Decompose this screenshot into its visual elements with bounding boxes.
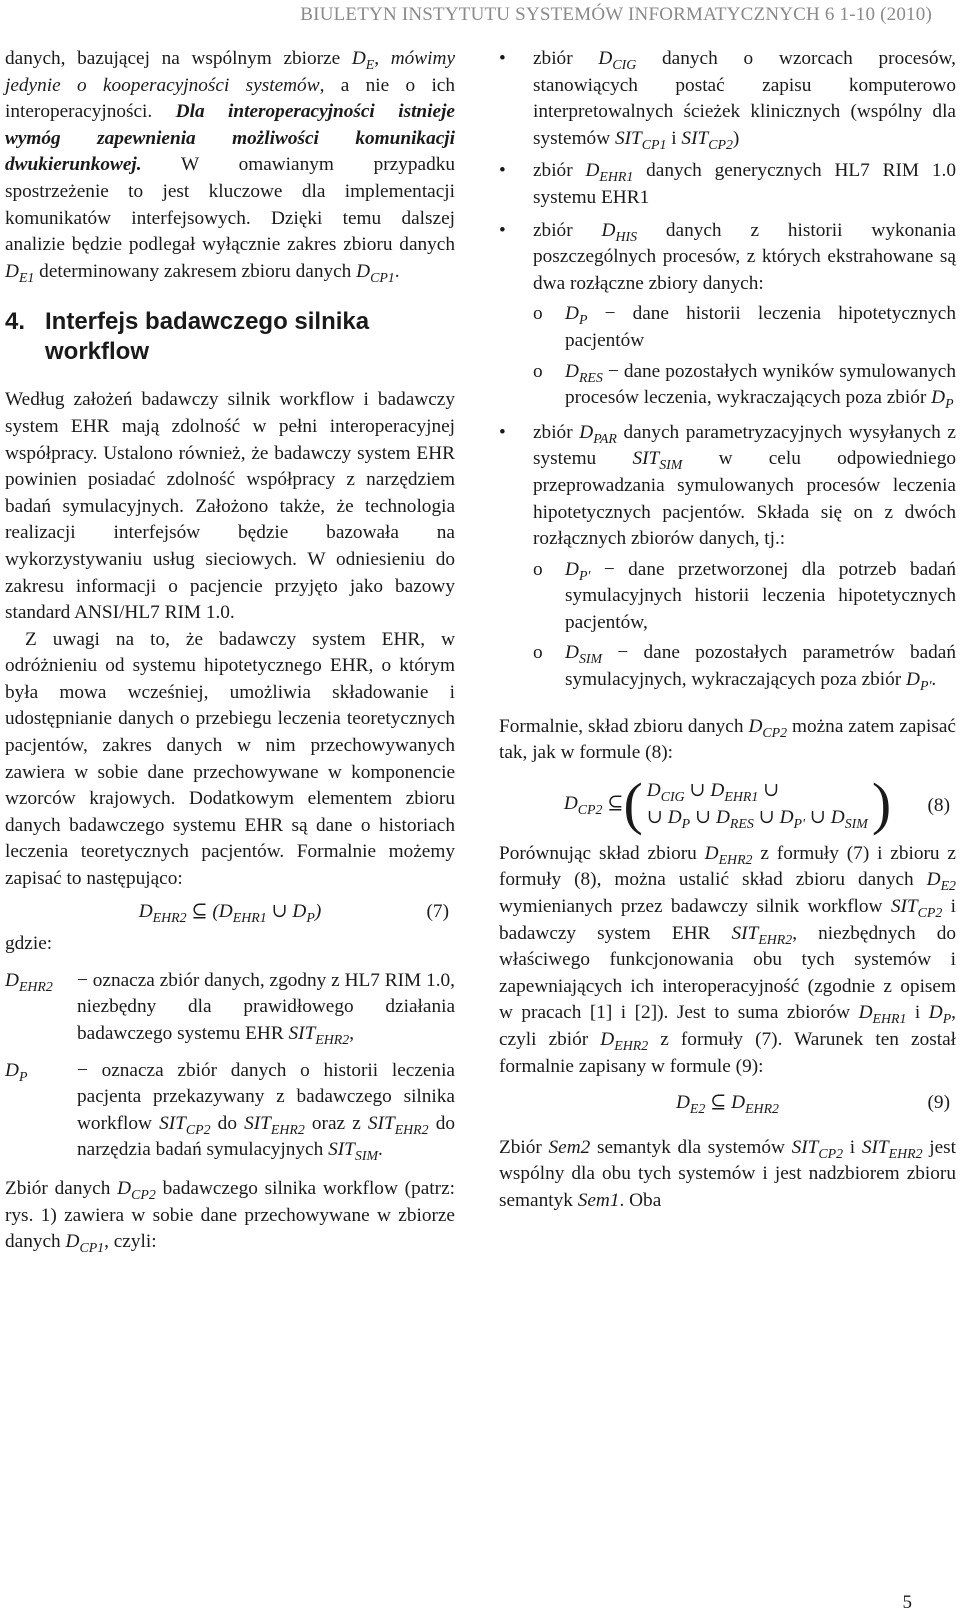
left-column [5, 46, 455, 1256]
sub-list-item: o $D_{P'}$ − dane przetworzonej dla potrzeb badań symulacyjnych historii leczenia hipotetycznych pacjentów, [533, 557, 956, 637]
paragraph-5: Formalnie, skład zbioru danych $D_{CP2}$ można zatem zapisać tak, jak w formule (8): [499, 715, 956, 764]
paragraph-6: Porównując skład zbioru $D_{EHR2}$ z formuły (7) i zbioru z formuły (8), można ustalić skład zbioru danych $D_{E2}$ wymienianych przez badawczy silnik workflow $SIT_{CP2}$ i badawczy system EHR $SIT_{EHR2}$, niezbędnych do właściwego funkcjonowania obu tych systemów i zapewniających ich interoperacyjność (zgodnie z opisem w pracach [1] i [2]). Jest to suma zbiorów $D_{EHR1}$ i $D_P$, czyli zbiór $D_{EHR2}$ z formuły (7). Warunek ten został formalnie zapisany w formule (9): [499, 842, 956, 1077]
formula-9-number: (9) [927, 1092, 950, 1114]
formula-7: $D_{EHR2}$ ⊆ ($D_{EHR1}$ ∪ $D_P$) (7) [138, 900, 449, 926]
sub-list-item: o $D_{RES}$ − dane pozostałych wyników symulowanych procesów leczenia, wykraczających poza zbiór $D_P$ [533, 359, 956, 412]
definition-dp: $D_P$ − oznacza zbiór danych o historii leczenia pacjenta przekazywany z badawczego silnika workflow $SIT_{CP2}$ do $SIT_{EHR2}$ oraz z $SIT_{EHR2}$ do narzędzia badań symulacyjnych $SIT_{SIM}$. [5, 1059, 456, 1165]
formula-8: $D_{CP2}$ ⊆ ( $D_{CIG}$ ∪ $D_{EHR1}$ ∪ ∪ $D_P$ ∪ $D_{RES}$ ∪ $D_{P'}$ ∪ $D_{SIM}$ ) (8) [563, 770, 950, 836]
bullet-list [499, 46, 956, 694]
right-column [499, 46, 956, 1215]
formula-8-number: (8) [927, 794, 950, 816]
list-item: • zbiór $D_{EHR1}$ danych generycznych HL7 RIM 1.0 systemu EHR1 [499, 158, 956, 211]
italic-statement: mówimy jedynie o kooperacyjności systemów [5, 48, 455, 96]
paragraph-4: Zbiór danych $D_{CP2}$ badawczego silnika workflow (patrz: rys. 1) zawiera w sobie dane przechowywane w zbiorze danych $D_{CP1}$, czyli: [5, 1177, 455, 1257]
formula-7-number: (7) [426, 900, 449, 922]
sub-list-item: o $D_P$ − dane historii leczenia hipotetycznych pacjentów [533, 301, 956, 354]
paragraph-2: Według założeń badawczy silnik workflow i badawczy system EHR mają zdolność w pełni interoperacyjnej współpracy. Ustalono również, że badawczy system EHR powinien posiadać zdolność współpracy z narzędziem badań symulacyjnych. Założono także, że technologia realizacji interfejsów będzie bazowała na wykorzystywaniu usług sieciowych. W odniesieniu do zakresu informacji o pacjencie przyjęto jako bazowy standard ANSI/HL7 RIM 1.0. [5, 389, 455, 624]
bold-italic-statement: Dla interoperacyjności istnieje wymóg zapewnienia możliwości komunikacji dwukierunkowej. [5, 101, 455, 176]
sub-list [533, 301, 956, 411]
sub-list [533, 557, 956, 694]
list-item: • zbiór $D_{PAR}$ danych parametryzacyjnych wysyłanych z systemu $SIT_{SIM}$ w celu odpowiedniego przeprowadzania symulowanych procesów leczenia hipotetycznych pacjentów. Składa się on z dwóch rozłącznych zbiorów danych, tj.: o $D_{P'}$ − dane przetworzonej dla potrzeb badań symulacyjnych historii leczenia hipotetycznych pacjentów, o $D_{SIM}$ − dane pozostałych parametrów badań symulacyjnych, wykraczających poza zbiór $D_{P'}$. [499, 420, 956, 694]
paragraph-3: Z uwagi na to, że badawczy system EHR, w odróżnieniu od systemu hipotetycznego EHR, o którym była mowa wcześniej, umożliwia składowanie i udostępnianie danych o przebiegu leczenia teoretycznych pacjentów, zakres danych w nim przechowywanych zawiera w sobie dane przechowywane w komponencie wzorców krajowych. Dodatkowym elementem zbioru danych badawczego systemu EHR są dane o historiach leczenia teoretycznych pacjentów. Formalnie możemy zapisać to następująco: [5, 628, 455, 890]
paragraph-7: Zbiór Sem2 semantyk dla systemów $SIT_{CP2}$ i $SIT_{EHR2}$ jest wspólny dla obu tych systemów i jest nadzbiorem zbioru semantyk Sem1. Oba [499, 1136, 956, 1211]
page-number: 5 [902, 1592, 912, 1613]
list-item: • zbiór $D_{CIG}$ danych o wzorcach procesów, stanowiących postać zapisu komputerowo interpretowalnych ścieżek klinicznych (wspólny dla systemów $SIT_{CP1}$ i $SIT_{CP2}$) [499, 46, 956, 152]
paragraph-1: danych, bazującej na wspólnym zbiorze $D_E$, mówimy jedynie o kooperacyjności systemów, a nie o ich interoperacyjności. Dla interoperacyjności istnieje wymóg zapewnienia możliwości komunikacji dwukierunkowej. W omawianym przypadku spostrzeżenie to jest kluczowe dla implementacji komunikatów interfejsowych. Dzięki temu dalszej analizie będzie podlegał wyłącznie zakres zbioru danych $D_{E1}$ determinowany zakresem zbioru danych $D_{CP1}$. [5, 48, 456, 286]
page-header [0, 0, 960, 30]
section-number: 4. [5, 308, 26, 336]
list-item: • zbiór $D_{HIS}$ danych z historii wykonania poszczególnych procesów, z których ekstrahowane są dwa rozłączne zbiory danych: o $D_P$ − dane historii leczenia hipotetycznych pacjentów o $D_{RES}$ − dane pozostałych wyników symulowanych procesów leczenia, wykraczających poza zbiór $D_P$ [499, 218, 956, 412]
journal-running-title: BIULETYN INSTYTUTU SYSTEMÓW INFORMATYCZNYCH 6 1-10 (2010) [300, 4, 932, 25]
definition-dehr2: $D_{EHR2}$ − oznacza zbiór danych, zgodny z HL7 RIM 1.0, niezbędny dla prawidłowego działania badawczego systemu EHR $SIT_{EHR2}$, [5, 969, 455, 1048]
section-heading [5, 307, 455, 367]
section-title: Interfejs badawczego silnika workflow [45, 308, 370, 366]
sub-list-item: o $D_{SIM}$ − dane pozostałych parametrów badań symulacyjnych, wykraczających poza zbiór $D_{P'}$. [533, 640, 956, 693]
formula-9: $D_{E2}$ ⊆ $D_{EHR2}$ (9) [675, 1092, 950, 1118]
gdzie-label: gdzie: [5, 933, 53, 955]
